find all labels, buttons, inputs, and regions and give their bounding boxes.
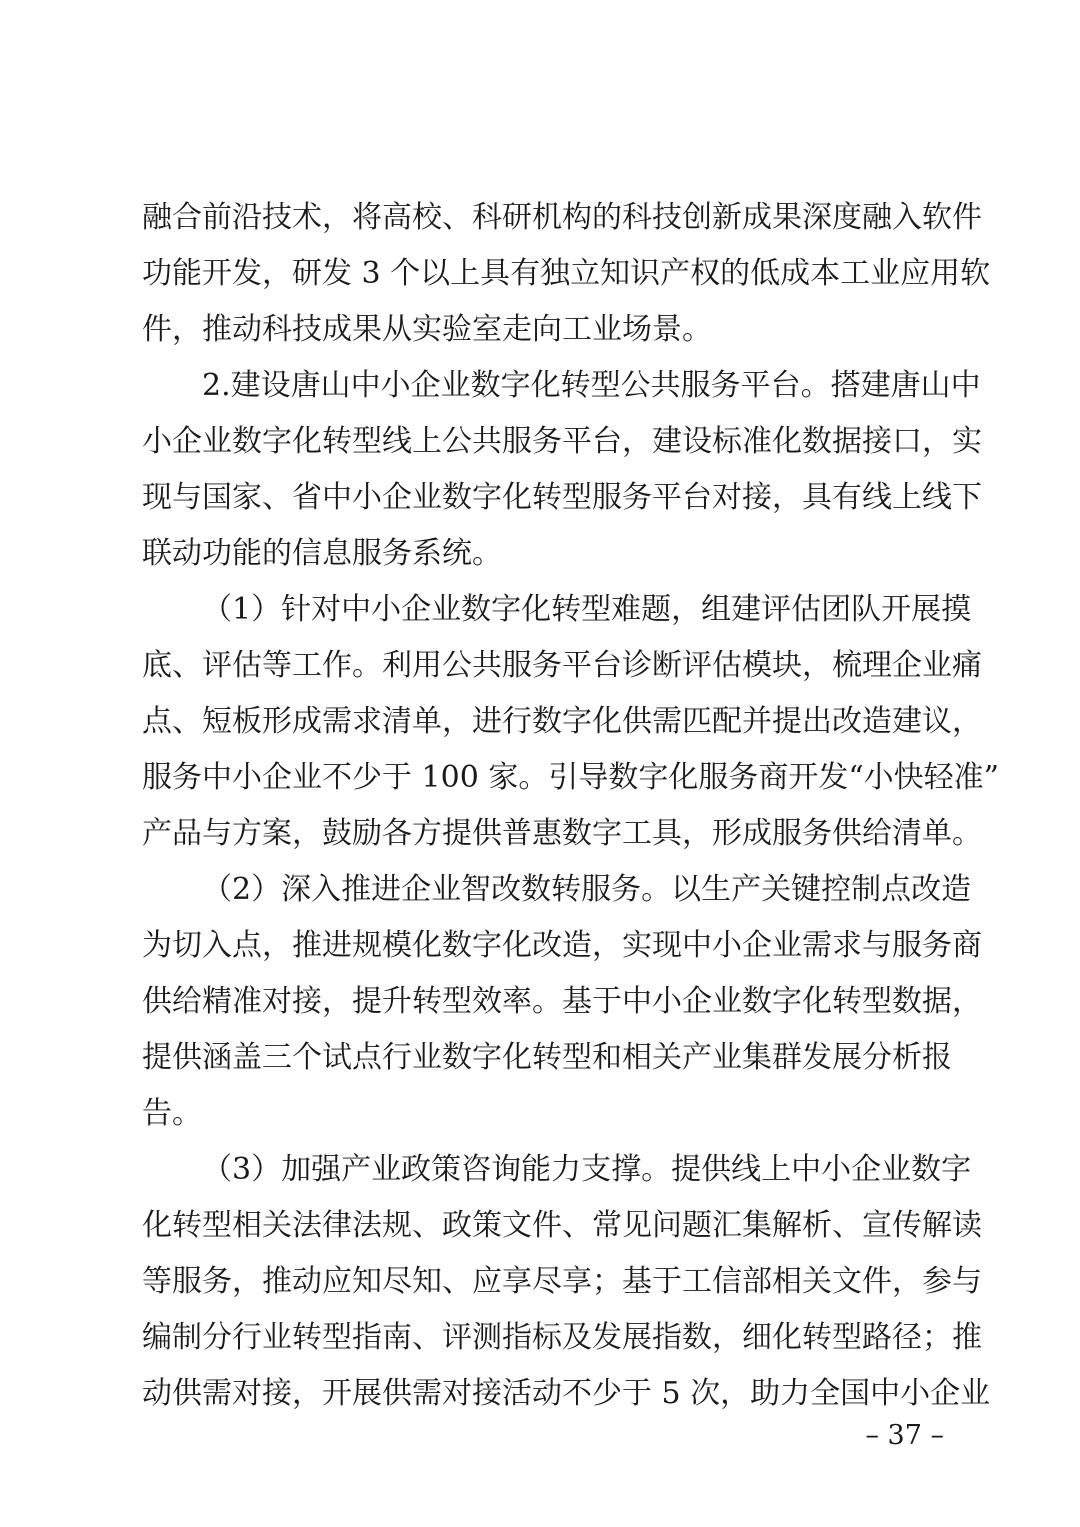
text-line: 服务中小企业不少于 100 家。引导数字化服务商开发“小快轻准” xyxy=(142,760,1000,795)
text-line: （1）针对中小企业数字化转型难题，组建评估团队开展摸 xyxy=(202,592,972,627)
text-line: 等服务，推动应知尽知、应享尽享；基于工信部相关文件，参与 xyxy=(142,1264,982,1299)
text-line: 现与国家、省中小企业数字化转型服务平台对接，具有线上线下 xyxy=(142,480,982,515)
text-line: 提供涵盖三个试点行业数字化转型和相关产业集群发展分析报 xyxy=(142,1040,952,1075)
text-line: 告。 xyxy=(142,1096,202,1131)
text-line: 底、评估等工作。利用公共服务平台诊断评估模块，梳理企业痛 xyxy=(142,648,982,683)
text-line: 动供需对接，开展供需对接活动不少于 5 次，助力全国中小企业 xyxy=(142,1376,991,1411)
text-line: 小企业数字化转型线上公共服务平台，建设标准化数据接口，实 xyxy=(142,424,982,459)
text-line: 点、短板形成需求清单，进行数字化供需匹配并提出改造建议， xyxy=(142,704,982,739)
text-line: 联动功能的信息服务系统。 xyxy=(142,536,502,571)
text-line: 产品与方案，鼓励各方提供普惠数字工具，形成服务供给清单。 xyxy=(142,816,982,851)
page-number: – 37 – xyxy=(865,1420,944,1451)
text-line: 功能开发，研发 3 个以上具有独立知识产权的低成本工业应用软 xyxy=(142,256,991,291)
text-line: 编制分行业转型指南、评测指标及发展指数，细化转型路径；推 xyxy=(142,1320,982,1355)
text-line: 件，推动科技成果从实验室走向工业场景。 xyxy=(142,312,712,347)
text-line: 融合前沿技术，将高校、科研机构的科技创新成果深度融入软件 xyxy=(142,200,982,235)
text-line: 为切入点，推进规模化数字化改造，实现中小企业需求与服务商 xyxy=(142,928,982,963)
text-line: （3）加强产业政策咨询能力支撑。提供线上中小企业数字 xyxy=(202,1152,972,1187)
text-line: 化转型相关法律法规、政策文件、常见问题汇集解析、宣传解读 xyxy=(142,1208,982,1243)
text-line: 供给精准对接，提升转型效率。基于中小企业数字化转型数据， xyxy=(142,984,982,1019)
text-line: 2.建设唐山中小企业数字化转型公共服务平台。搭建唐山中 xyxy=(202,368,981,403)
text-line: （2）深入推进企业智改数转服务。以生产关键控制点改造 xyxy=(202,872,972,907)
